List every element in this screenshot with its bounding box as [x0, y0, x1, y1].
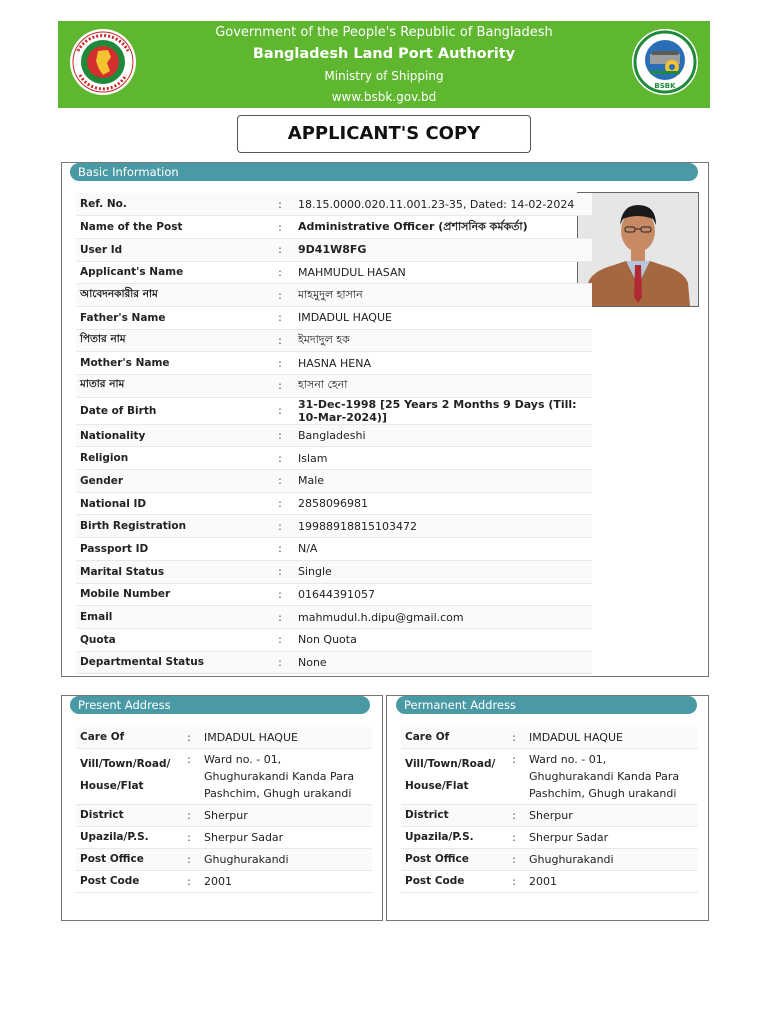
- government-title: Government of the People's Republic of Bangladesh: [215, 25, 553, 40]
- row-colon: :: [266, 193, 294, 216]
- table-row: [76, 216, 592, 239]
- row-colon: :: [266, 515, 294, 538]
- row-colon: :: [266, 284, 294, 307]
- website-url: www.bsbk.gov.bd: [331, 90, 437, 104]
- row-colon: :: [266, 306, 294, 329]
- row-label: মাতার নাম: [76, 375, 266, 398]
- row-colon: :: [266, 216, 294, 239]
- row-value: 2858096981: [294, 492, 592, 515]
- row-label: Post Office: [401, 849, 503, 871]
- row-label: Gender: [76, 470, 266, 493]
- table-row: [76, 193, 592, 216]
- table-row: [76, 827, 372, 849]
- row-value: 9D41W8FG: [294, 238, 592, 261]
- row-value: Ghughurakandi: [200, 849, 372, 871]
- row-colon: :: [266, 538, 294, 561]
- bsbk-logo-icon: [630, 27, 700, 97]
- row-value: 19988918815103472: [294, 515, 592, 538]
- table-row: [76, 375, 592, 398]
- table-row: [76, 352, 592, 375]
- row-colon: :: [266, 447, 294, 470]
- row-label: Care Of: [76, 727, 178, 749]
- row-label: Nationality: [76, 424, 266, 447]
- basic-information-header: Basic Information: [70, 163, 698, 181]
- row-value: None: [294, 651, 592, 674]
- row-colon: :: [178, 871, 200, 893]
- row-label: Upazila/P.S.: [401, 827, 503, 849]
- row-colon: :: [503, 827, 525, 849]
- row-label: Father's Name: [76, 306, 266, 329]
- row-value: N/A: [294, 538, 592, 561]
- table-row: [76, 470, 592, 493]
- row-label: Post Code: [76, 871, 178, 893]
- row-colon: :: [266, 261, 294, 284]
- table-row: [401, 871, 698, 893]
- row-value: Non Quota: [294, 628, 592, 651]
- row-colon: :: [266, 583, 294, 606]
- row-colon: :: [266, 606, 294, 629]
- row-colon: :: [178, 749, 200, 805]
- table-row: [76, 515, 592, 538]
- row-value: 01644391057: [294, 583, 592, 606]
- table-row: [76, 583, 592, 606]
- row-value: Bangladeshi: [294, 424, 592, 447]
- table-row: [76, 538, 592, 561]
- row-colon: :: [266, 329, 294, 352]
- row-value: Ward no. - 01, Ghughurakandi Kanda Para Pashchim, Ghugh urakandi: [525, 749, 698, 805]
- table-row: [76, 651, 592, 674]
- table-row: [76, 492, 592, 515]
- row-value: Ghughurakandi: [525, 849, 698, 871]
- row-colon: :: [266, 651, 294, 674]
- permanent-address-header: Permanent Address: [396, 696, 697, 714]
- table-row: [76, 238, 592, 261]
- row-value: Sherpur Sadar: [200, 827, 372, 849]
- row-colon: :: [266, 238, 294, 261]
- row-value: MAHMUDUL HASAN: [294, 261, 592, 284]
- row-value: হাসনা হেনা: [294, 375, 592, 398]
- row-value: Sherpur: [200, 805, 372, 827]
- row-value: Sherpur: [525, 805, 698, 827]
- applicant-photo: [577, 192, 699, 307]
- row-value: HASNA HENA: [294, 352, 592, 375]
- table-row: [76, 805, 372, 827]
- table-row: [76, 284, 592, 307]
- table-row: [76, 397, 592, 424]
- table-row: [76, 628, 592, 651]
- basic-information-table: [76, 193, 592, 674]
- row-value: 2001: [525, 871, 698, 893]
- row-colon: :: [266, 492, 294, 515]
- table-row: [401, 805, 698, 827]
- row-label: Religion: [76, 447, 266, 470]
- table-row: [76, 261, 592, 284]
- row-label: Quota: [76, 628, 266, 651]
- row-label: Ref. No.: [76, 193, 266, 216]
- table-row: [76, 871, 372, 893]
- row-label: Vill/Town/Road/ House/Flat: [401, 749, 503, 805]
- row-value: IMDADUL HAQUE: [200, 727, 372, 749]
- row-label: Post Code: [401, 871, 503, 893]
- row-colon: :: [266, 424, 294, 447]
- table-row: [401, 727, 698, 749]
- row-colon: :: [266, 375, 294, 398]
- row-label: Mobile Number: [76, 583, 266, 606]
- row-colon: :: [266, 397, 294, 424]
- person-icon: [578, 193, 698, 306]
- row-label: Name of the Post: [76, 216, 266, 239]
- row-colon: :: [266, 470, 294, 493]
- present-address-header: Present Address: [70, 696, 370, 714]
- row-value: Ward no. - 01, Ghughurakandi Kanda Para Pashchim, Ghugh urakandi: [200, 749, 372, 805]
- row-colon: :: [178, 727, 200, 749]
- row-label: Upazila/P.S.: [76, 827, 178, 849]
- table-row: [76, 560, 592, 583]
- row-label: District: [401, 805, 503, 827]
- table-row: [76, 424, 592, 447]
- bsbk-logo-text: BSBK: [654, 82, 676, 90]
- row-value: Administrative Officer (প্রশাসনিক কর্মকর্তা): [294, 216, 592, 239]
- permanent-address-table: [401, 727, 698, 893]
- row-colon: :: [178, 827, 200, 849]
- row-label: District: [76, 805, 178, 827]
- row-colon: :: [503, 749, 525, 805]
- ministry-name: Ministry of Shipping: [324, 69, 444, 83]
- row-value: IMDADUL HAQUE: [525, 727, 698, 749]
- row-label: User Id: [76, 238, 266, 261]
- row-label: Email: [76, 606, 266, 629]
- row-colon: :: [503, 727, 525, 749]
- row-value: 2001: [200, 871, 372, 893]
- row-colon: :: [178, 805, 200, 827]
- table-row: [401, 827, 698, 849]
- table-row: [401, 749, 698, 805]
- table-row: [76, 749, 372, 805]
- row-colon: :: [266, 628, 294, 651]
- row-value: মাহমুদুল হাসান: [294, 284, 592, 307]
- row-colon: :: [503, 871, 525, 893]
- row-colon: :: [503, 849, 525, 871]
- table-row: [76, 849, 372, 871]
- table-row: [76, 606, 592, 629]
- row-label: Passport ID: [76, 538, 266, 561]
- row-label: Applicant's Name: [76, 261, 266, 284]
- table-row: [76, 727, 372, 749]
- row-colon: :: [503, 805, 525, 827]
- authority-name: Bangladesh Land Port Authority: [252, 46, 516, 62]
- row-value: Sherpur Sadar: [525, 827, 698, 849]
- row-value: Islam: [294, 447, 592, 470]
- row-label: Date of Birth: [76, 397, 266, 424]
- row-value: Male: [294, 470, 592, 493]
- row-label: Care Of: [401, 727, 503, 749]
- row-value: IMDADUL HAQUE: [294, 306, 592, 329]
- row-colon: :: [266, 352, 294, 375]
- table-row: [76, 447, 592, 470]
- row-value: ইমদাদুল হক: [294, 329, 592, 352]
- row-value: 18.15.0000.020.11.001.23-35, Dated: 14-02-2024: [294, 193, 592, 216]
- row-label: Marital Status: [76, 560, 266, 583]
- row-value: mahmudul.h.dipu@gmail.com: [294, 606, 592, 629]
- row-label: Mother's Name: [76, 352, 266, 375]
- row-label: Birth Registration: [76, 515, 266, 538]
- page-title: APPLICANT'S COPY: [237, 115, 531, 153]
- present-address-table: [76, 727, 372, 893]
- row-value: Single: [294, 560, 592, 583]
- row-label: National ID: [76, 492, 266, 515]
- row-colon: :: [266, 560, 294, 583]
- row-label: Post Office: [76, 849, 178, 871]
- row-label: Departmental Status: [76, 651, 266, 674]
- row-label: পিতার নাম: [76, 329, 266, 352]
- row-label: আবেদনকারীর নাম: [76, 284, 266, 307]
- table-row: [76, 306, 592, 329]
- row-colon: :: [178, 849, 200, 871]
- row-label: Vill/Town/Road/ House/Flat: [76, 749, 178, 805]
- table-row: [76, 329, 592, 352]
- table-row: [401, 849, 698, 871]
- row-value: 31-Dec-1998 [25 Years 2 Months 9 Days (Till: 10-Mar-2024)]: [294, 397, 592, 424]
- header-banner: [58, 21, 710, 108]
